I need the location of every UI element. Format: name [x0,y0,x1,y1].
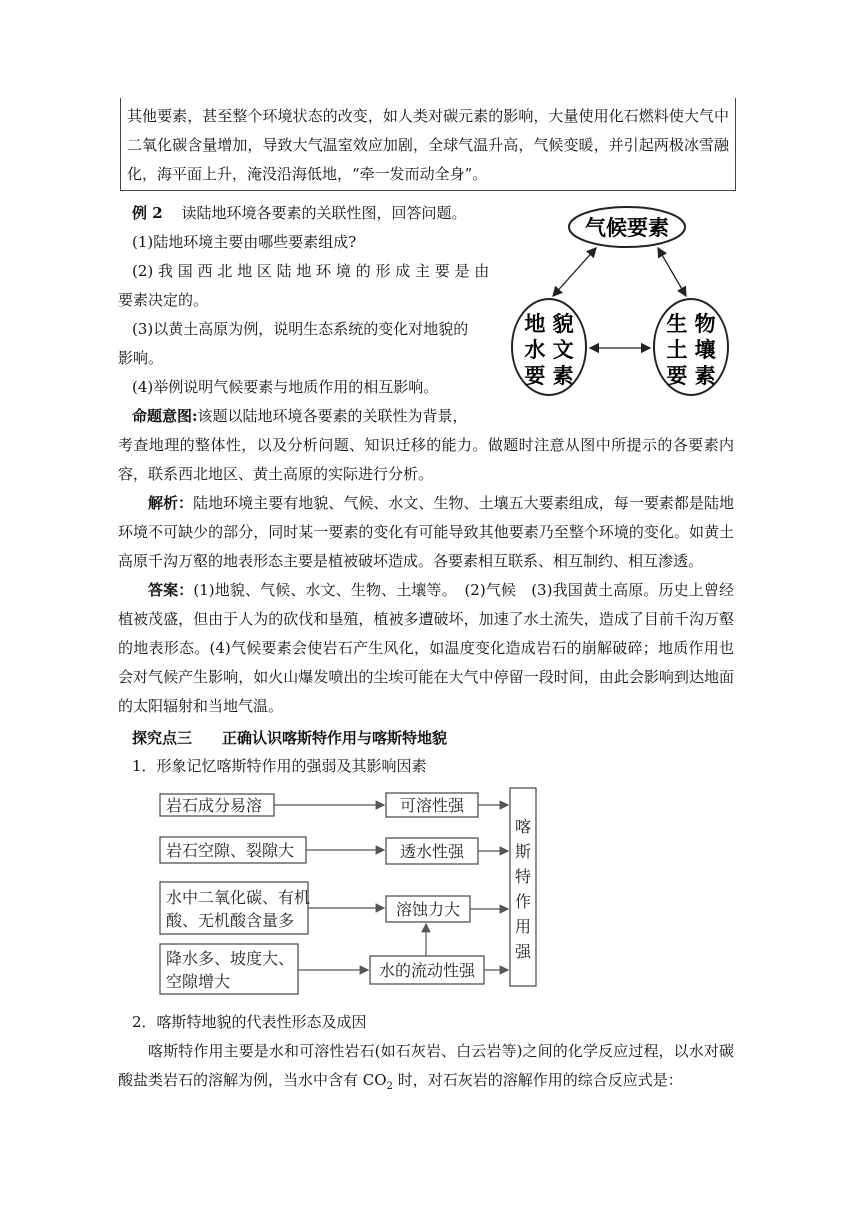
karst-body-paragraph [118,1037,734,1101]
answer-label: 答案： [148,581,194,599]
biology-line-2: 土 壤 [666,338,716,362]
arrow-climate-landform [553,248,596,296]
example2-prompt: 读陆地环境各要素的关联性图，回答问题。 [181,204,467,222]
intro-text: 其他要素，甚至整个环境状态的改变，如人类对碳元素的影响，大量使用化石燃料使大气中二氧化碳含量增加，导致大气温室效应加剧，全球气温升高，气候变暖，并引起两极冰雪融化，海平面上升，淹没沿海低地，“牵一发而动全身”。 [127,107,729,183]
example2-label: 例 2 [132,204,163,222]
question-1: (1)陆地环境主要由哪些要素组成? [132,233,357,251]
climate-label: 气候要素 [585,216,669,240]
landform-line-3: 要 素 [524,364,574,388]
arrow-climate-biology [658,248,686,296]
question-2-line2: 要素决定的。 [118,291,209,309]
result-char-6: 强 [514,942,532,961]
result-char-5: 用 [514,917,532,936]
analysis-paragraph [118,489,734,576]
intro-box [120,98,736,191]
land-elements-diagram [508,200,736,400]
section3-sub2: 2．喀斯特地貌的代表性形态及成因 [132,1013,367,1031]
answer-paragraph [118,576,734,721]
intent-line2: 考查地理的整体性，以及分析问题、知识迁移的能力。做题时注意从图中所提示的各要素内容，联系西北地区、黄土高原的实际进行分析。 [118,436,734,483]
section3-title: 探究点三 正确认识喀斯特作用与喀斯特地貌 [132,729,448,747]
question-3-line1: (3)以黄土高原为例，说明生态系统的变化对地貌的 [132,320,469,338]
result-char-1: 喀 [514,817,532,836]
effect-2: 透水性强 [399,842,465,861]
karst-body-b: 时，对石灰岩的溶解作用的综合反应式是： [392,1071,683,1089]
cause-4-line-2: 空隙增大 [166,972,231,991]
analysis-label: 解析： [148,494,194,512]
biology-line-1: 生 物 [666,312,716,336]
question-3-line2: 影响。 [118,349,164,367]
result-char-3: 特 [514,867,532,886]
example2-heading [132,199,466,228]
result-char-2: 斯 [514,842,532,861]
question-4: (4)举例说明气候要素与地质作用的相互影响。 [132,378,439,396]
cause-3-line-2: 酸、无机酸含量多 [166,911,295,930]
effect-4: 水的流动性强 [378,961,476,980]
intent-label: 命题意图: [132,407,198,425]
karst-factors-diagram [158,784,554,998]
intent-line1 [132,402,468,431]
analysis-text: 陆地环境主要有地貌、气候、水文、生物、土壤五大要素组成，每一要素都是陆地环境不可缺少的部分，同时某一要素的变化有可能导致其他要素乃至整个环境的变化。如黄土高原千沟万壑的地表形态主要是植被破坏造成。各要素相互联系、相互制约、相互渗透。 [118,494,734,570]
cause-4-line-1: 降水多、坡度大、 [166,949,295,968]
biology-line-3: 要 素 [666,364,716,388]
karst-body-a: 喀斯特作用主要是水和可溶性岩石(如石灰岩、白云岩等)之间的化学反应过程，以水对碳酸盐类岩石的溶解为例，当水中含有 CO [118,1042,734,1089]
intent-text-a: 该题以陆地环境各要素的关联性为背景， [197,407,468,425]
cause-3-line-1: 水中二氧化碳、有机 [166,888,311,907]
karst-body-subscript: 2 [386,1081,393,1092]
section3-sub1: 1．形象记忆喀斯特作用的强弱及其影响因素 [132,757,427,775]
cause-2-line-1: 岩石空隙、裂隙大 [166,841,295,860]
question-2-line1: (2) 我 国 西 北 地 区 陆 地 环 境 的 形 成 主 要 是 由 [132,262,490,280]
answer-text: (1)地貌、气候、水文、生物、土壤等。 (2)气候 (3)我国黄土高原。历史上曾经植被茂盛，但由于人为的砍伐和垦殖，植被多遭破坏，加速了水土流失，造成了目前千沟万壑的地表形态。(4)气候要素会使岩石产生风化，如温度变化造成岩石的崩解破碎；地质作用也会对气候产生影响，如火山爆发喷出的尘埃可能在大气中停留一段时间，由此会影响到达地面的太阳辐射和当地气温。 [118,581,734,715]
effect-3: 溶蚀力大 [395,900,461,919]
landform-line-1: 地 貌 [524,312,574,336]
landform-line-2: 水 文 [524,338,574,362]
result-char-4: 作 [514,892,532,911]
effect-1: 可溶性强 [399,796,465,815]
cause-1-line-1: 岩石成分易溶 [166,796,263,815]
